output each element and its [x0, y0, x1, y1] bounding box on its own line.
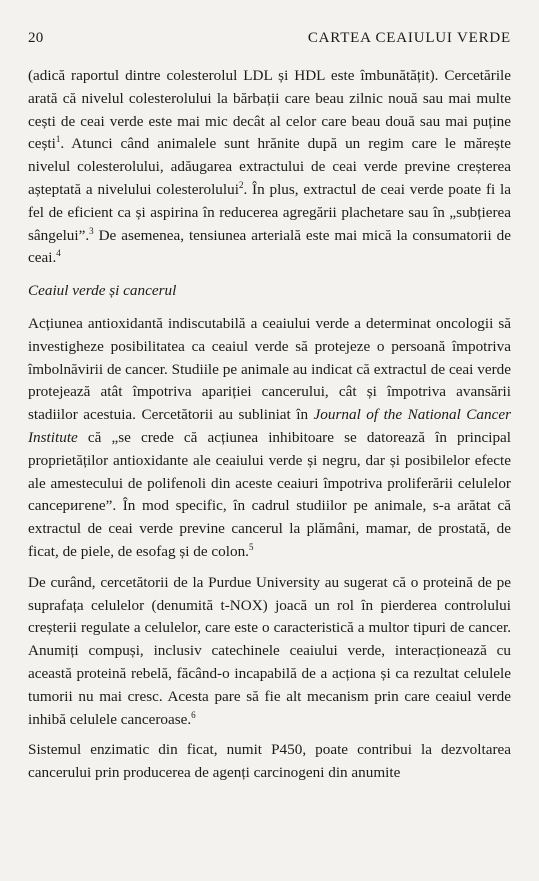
book-title: CARTEA CEAIULUI VERDE — [307, 30, 511, 46]
footnote-ref: 5 — [248, 541, 254, 552]
text-run: De curând, cercetătorii de la Purdue University au sugerat că o proteină de pe suprafața celulelor (denumită t-NOX) joacă un rol în pierderea controlului creșterii regulate a celulelor, care este o caracteristică a multor tipuri de cancer. Anumiți compuși, inclusiv catechinele ceaiului verde, interacționează cu această proteină rebelă, făcând-o incapabilă de a acționa și ca rezultat celulele tumorii nu mai cresc. Acesta pare să fie alt mecanism prin care ceaiul verde inhibă celulele canceroase. — [28, 573, 511, 728]
text-run: . În plus, extractul de ceai verde poate fi la fel de eficient ca și aspirina în reducerea agregării plachetare sau în „subțierea sângelui”. — [28, 180, 511, 244]
footnote-ref: 2 — [238, 179, 244, 190]
paragraph-purdue — [28, 572, 511, 732]
paragraph-p450 — [28, 739, 511, 785]
body-text — [28, 65, 511, 785]
footnote-ref: 6 — [191, 709, 196, 720]
text-run: că „se crede că acțiunea inhibitoare se datorează în principal proprietăților antioxidante ale ceaiului verde și negru, dar și posibilelor efecte ale amestecului de polifenoli din aceste ceaiuri împotriva proliferării celulelor canceригene”. În mod specific, în cadrul studiilor pe animale, s-a arătat că extractul de ceai verde previne cancerul la plămâni, mamar, de prostată, de ficat, de piele, de esofag și de colon. — [28, 428, 511, 560]
journal-title: Journal of the National Cancer Institute — [28, 406, 511, 446]
text-run: (adică raportul dintre colesterolul LDL și HDL este îmbunătățit). Cercetările arată că nivelul colesterolului la bărbații care beau zilnic nouă sau mai multe cești de ceai verde este mai mic decât al celor care beau două sau mai puține cești — [28, 67, 511, 153]
text-run: Acțiunea antioxidantă indiscutabilă a ceaiului verde a determinat oncologii să investigheze posibilitatea ca ceaiul verde să protejeze o persoană împotriva îmbolnăvirii de cancer. Studiile pe animale au indicat că extractul de ceai verde protejează atât împotriva apariției cancerului, cât și împotriva avansării stadiilor acestuia. Cercetătorii au subliniat în — [28, 314, 511, 424]
text-run: De asemenea, tensiunea arterială este mai mică la consumatorii de ceai. — [28, 226, 511, 267]
paragraph-antioxidant — [28, 313, 511, 564]
running-head — [28, 30, 511, 47]
footnote-ref: 1 — [55, 134, 61, 145]
footnote-ref: 3 — [89, 225, 94, 236]
page-number: 20 — [28, 30, 44, 46]
footnote-ref: 4 — [56, 248, 61, 259]
text-run: . Atunci când animalele sunt hrănite după un regim care le mărește nivelul colesterolului, adăugarea extractului de ceai verde previne creșterea așteptată a nivelului colesterolului — [28, 135, 511, 198]
paragraph-cholesterol — [28, 65, 511, 270]
section-title: Ceaiul verde și cancerul — [28, 282, 177, 300]
text-run: Sistemul enzimatic din ficat, numit P450, poate contribui la dezvoltarea cancerului prin producerea de agenți carcinogeni din anumite — [28, 741, 511, 782]
